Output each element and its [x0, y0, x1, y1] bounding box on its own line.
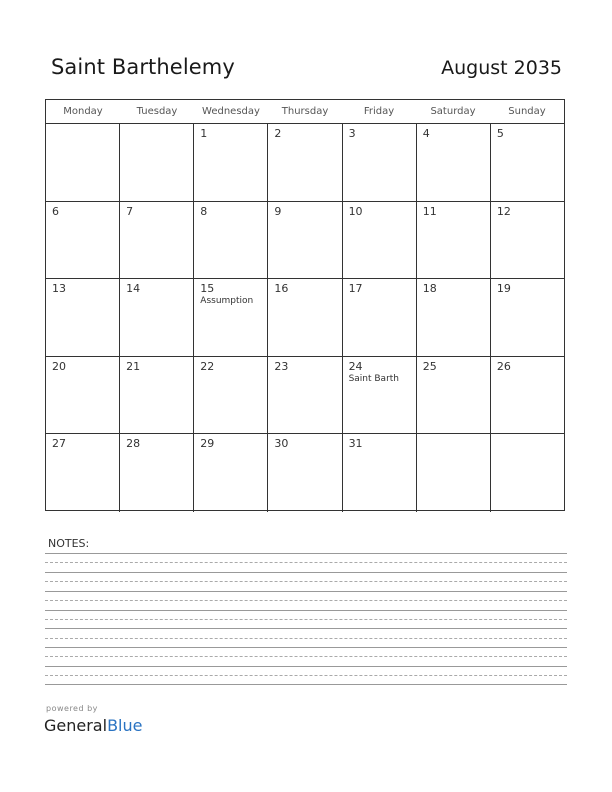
- powered-by-text: powered by: [46, 704, 98, 713]
- day-number: 21: [126, 359, 141, 373]
- note-line: [45, 666, 567, 667]
- note-line: [45, 553, 567, 554]
- calendar-day-cell[interactable]: [268, 279, 342, 356]
- day-number: 5: [496, 127, 504, 140]
- calendar-day-cell[interactable]: [268, 124, 342, 201]
- calendar-day-cell[interactable]: [120, 279, 194, 356]
- calendar-day-cell[interactable]: [194, 202, 268, 279]
- brand-logo-blue: Blue: [107, 716, 143, 735]
- note-line: [45, 591, 567, 592]
- note-line: [45, 656, 567, 657]
- day-number: 9: [274, 204, 282, 218]
- note-line: [45, 619, 567, 620]
- calendar-week-row: [46, 357, 564, 435]
- calendar-day-cell[interactable]: [120, 124, 194, 201]
- calendar-day-cell[interactable]: [343, 124, 417, 201]
- calendar-day-cell[interactable]: [417, 124, 491, 201]
- calendar-day-cell[interactable]: [268, 202, 342, 279]
- note-line: [45, 562, 567, 563]
- brand-logo-general: General: [44, 716, 108, 735]
- note-line: [45, 628, 567, 629]
- weeks-container: [46, 124, 564, 512]
- calendar-day-cell[interactable]: [46, 124, 120, 201]
- note-line: [45, 572, 567, 573]
- calendar-day-cell[interactable]: [491, 434, 564, 512]
- weekday-tuesday: Tuesday: [136, 106, 178, 117]
- day-number: 10: [348, 204, 363, 218]
- day-number: 29: [200, 437, 215, 451]
- calendar-day-cell[interactable]: [343, 279, 417, 356]
- calendar-day-cell[interactable]: [417, 357, 491, 434]
- day-number: 17: [348, 282, 363, 296]
- calendar-day-cell[interactable]: [194, 124, 268, 201]
- calendar-day-cell[interactable]: [46, 279, 120, 356]
- day-number: 6: [52, 204, 59, 218]
- calendar-day-cell[interactable]: [491, 202, 564, 279]
- calendar-day-cell[interactable]: [120, 202, 194, 279]
- day-number: 11: [422, 204, 437, 218]
- calendar-month: August 2035: [441, 57, 562, 79]
- calendar-week-row: [46, 434, 564, 512]
- note-line: [45, 684, 567, 685]
- calendar-day-cell[interactable]: [46, 202, 120, 279]
- day-number: 31: [348, 437, 363, 451]
- day-number: 12: [496, 204, 511, 218]
- calendar-day-cell[interactable]: [268, 434, 342, 512]
- weekday-friday: Friday: [363, 106, 395, 117]
- day-number: 30: [274, 437, 289, 451]
- calendar-day-cell[interactable]: [46, 357, 120, 434]
- calendar-week-row: [46, 202, 564, 280]
- note-line: [45, 638, 567, 639]
- note-line: [45, 600, 567, 601]
- calendar-day-cell[interactable]: [491, 124, 564, 201]
- note-line: [45, 581, 567, 582]
- weekday-thursday: Thursday: [281, 106, 329, 117]
- calendar-day-cell[interactable]: [120, 434, 194, 512]
- weekday-wednesday: Wednesday: [202, 106, 260, 117]
- day-number: 18: [422, 282, 437, 296]
- calendar-day-cell[interactable]: [491, 357, 564, 434]
- day-number: 19: [496, 282, 511, 296]
- day-number: 27: [52, 437, 66, 451]
- calendar-day-cell[interactable]: [417, 202, 491, 279]
- day-number: 3: [348, 127, 356, 140]
- day-number: 28: [126, 437, 141, 451]
- notes-label: NOTES:: [48, 537, 90, 550]
- calendar-day-cell[interactable]: [194, 279, 268, 356]
- calendar-day-cell[interactable]: [194, 357, 268, 434]
- calendar-day-cell[interactable]: [120, 357, 194, 434]
- day-number: 4: [422, 127, 430, 140]
- day-number: 24: [348, 359, 363, 373]
- note-line: [45, 675, 567, 676]
- brand-logo[interactable]: [44, 716, 142, 735]
- calendar-day-cell[interactable]: [417, 279, 491, 356]
- weekday-monday: Monday: [63, 106, 103, 117]
- holiday-label: Assumption: [200, 296, 254, 307]
- day-number: 14: [126, 282, 141, 296]
- weekday-sunday: Sunday: [508, 106, 546, 117]
- day-number: 15: [200, 282, 215, 296]
- calendar-day-cell[interactable]: [268, 357, 342, 434]
- weekday-saturday: Saturday: [430, 106, 476, 117]
- calendar-day-cell[interactable]: [343, 357, 417, 434]
- calendar-title: Saint Barthelemy: [51, 55, 235, 79]
- calendar-day-cell[interactable]: [417, 434, 491, 512]
- calendar-week-row: [46, 124, 564, 202]
- calendar-day-cell[interactable]: [194, 434, 268, 512]
- day-number: 22: [200, 359, 215, 373]
- day-number: 16: [274, 282, 289, 296]
- day-number: 20: [52, 359, 66, 373]
- calendar-day-cell[interactable]: [46, 434, 120, 512]
- day-number: 8: [200, 204, 208, 218]
- day-number: 2: [274, 127, 282, 140]
- holiday-label: Saint Barth: [348, 373, 400, 384]
- day-number: 13: [52, 282, 66, 296]
- weekday-header-row: [46, 100, 564, 124]
- calendar-day-cell[interactable]: [343, 434, 417, 512]
- calendar-day-cell[interactable]: [491, 279, 564, 356]
- day-number: 26: [496, 359, 511, 373]
- calendar-day-cell[interactable]: [343, 202, 417, 279]
- note-line: [45, 610, 567, 611]
- calendar-week-row: [46, 279, 564, 357]
- day-number: 1: [200, 127, 208, 140]
- day-number: 25: [422, 359, 437, 373]
- calendar-grid: [45, 99, 565, 511]
- note-line: [45, 647, 567, 648]
- day-number: 23: [274, 359, 289, 373]
- day-number: 7: [126, 204, 134, 218]
